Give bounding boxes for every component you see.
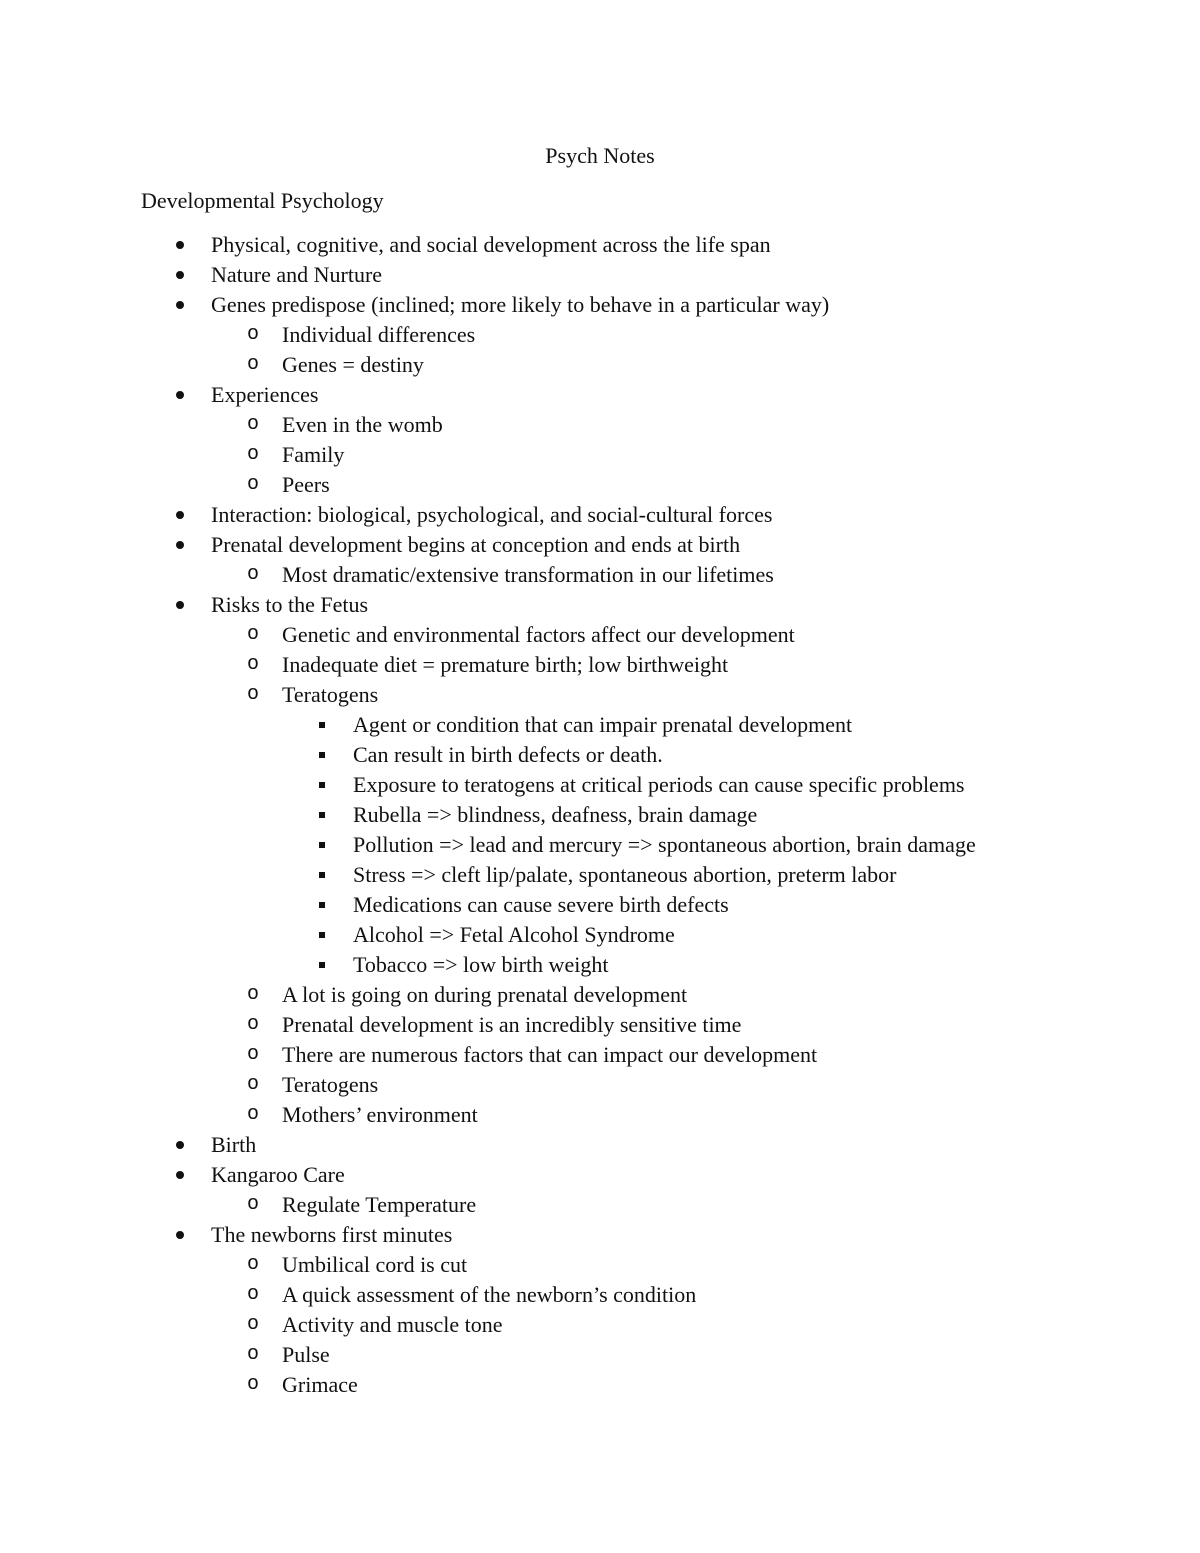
bullet-circle-icon	[247, 1100, 267, 1130]
bullet-circle-icon	[247, 410, 267, 440]
list-item-text: Experiences	[211, 382, 319, 407]
list-item	[0, 650, 1200, 680]
bullet-square-icon	[318, 770, 330, 800]
bullet-circle-icon	[247, 470, 267, 500]
bullet-dot-icon	[175, 500, 187, 530]
list-item	[0, 380, 1200, 410]
bullet-circle-icon	[247, 320, 267, 350]
bullet-square-icon	[318, 740, 330, 770]
bullet-circle-icon	[247, 650, 267, 680]
list-item	[0, 1010, 1200, 1040]
bullet-dot-icon	[175, 590, 187, 620]
list-item-text: Alcohol => Fetal Alcohol Syndrome	[353, 922, 675, 947]
list-item	[0, 1100, 1200, 1130]
list-item-text: Prenatal development begins at conception and ends at birth	[211, 532, 741, 557]
bullet-square-icon	[318, 710, 330, 740]
list-item	[0, 830, 1200, 860]
bullet-circle-icon	[247, 560, 267, 590]
bullet-outline	[0, 230, 1200, 1400]
list-item-text: Rubella => blindness, deafness, brain damage	[353, 802, 758, 827]
list-item-text: A quick assessment of the newborn’s condition	[282, 1282, 697, 1307]
list-item	[0, 1130, 1200, 1160]
list-item	[0, 980, 1200, 1010]
document-title: Psych Notes	[545, 143, 655, 168]
bullet-square-icon	[318, 830, 330, 860]
bullet-dot-icon	[175, 1220, 187, 1250]
list-item-text: Even in the womb	[282, 412, 443, 437]
list-item	[0, 1370, 1200, 1400]
list-item	[0, 560, 1200, 590]
list-item	[0, 740, 1200, 770]
bullet-square-icon	[318, 800, 330, 830]
list-item-text: A lot is going on during prenatal development	[282, 982, 688, 1007]
section-heading: Developmental Psychology	[141, 188, 384, 213]
bullet-dot-icon	[175, 260, 187, 290]
list-item-text: The newborns first minutes	[211, 1222, 453, 1247]
list-item-text: Teratogens	[282, 1072, 379, 1097]
list-item-text: Kangaroo Care	[211, 1162, 345, 1187]
list-item-text: Birth	[211, 1132, 257, 1157]
list-item	[0, 1070, 1200, 1100]
list-item-text: Umbilical cord is cut	[282, 1252, 468, 1277]
list-item	[0, 530, 1200, 560]
list-item-text: Mothers’ environment	[282, 1102, 478, 1127]
list-item	[0, 890, 1200, 920]
list-item	[0, 680, 1200, 710]
list-item-text: Grimace	[282, 1372, 358, 1397]
bullet-circle-icon	[247, 1280, 267, 1310]
list-item	[0, 1340, 1200, 1370]
list-item	[0, 920, 1200, 950]
bullet-square-icon	[318, 920, 330, 950]
bullet-dot-icon	[175, 1160, 187, 1190]
list-item-text: Teratogens	[282, 682, 379, 707]
bullet-circle-icon	[247, 440, 267, 470]
list-item	[0, 410, 1200, 440]
list-item-text: Agent or condition that can impair prenatal development	[353, 712, 853, 737]
list-item	[0, 290, 1200, 320]
list-item	[0, 440, 1200, 470]
list-item-text: Exposure to teratogens at critical periods can cause specific problems	[353, 772, 965, 797]
list-item	[0, 800, 1200, 830]
list-item-text: Genetic and environmental factors affect our development	[282, 622, 795, 647]
bullet-circle-icon	[247, 1010, 267, 1040]
list-item	[0, 620, 1200, 650]
list-item-text: Stress => cleft lip/palate, spontaneous abortion, preterm labor	[353, 862, 897, 887]
list-item-text: Genes = destiny	[282, 352, 424, 377]
list-item-text: Most dramatic/extensive transformation in our lifetimes	[282, 562, 774, 587]
list-item-text: Nature and Nurture	[211, 262, 383, 287]
list-item	[0, 1190, 1200, 1220]
list-item-text: Physical, cognitive, and social development across the life span	[211, 232, 771, 257]
bullet-dot-icon	[175, 1130, 187, 1160]
list-item-text: Inadequate diet = premature birth; low birthweight	[282, 652, 729, 677]
bullet-circle-icon	[247, 1310, 267, 1340]
list-item	[0, 470, 1200, 500]
list-item	[0, 320, 1200, 350]
list-item	[0, 1160, 1200, 1190]
bullet-square-icon	[318, 860, 330, 890]
list-item	[0, 1280, 1200, 1310]
list-item	[0, 950, 1200, 980]
list-item	[0, 1220, 1200, 1250]
list-item	[0, 770, 1200, 800]
bullet-circle-icon	[247, 680, 267, 710]
bullet-circle-icon	[247, 1070, 267, 1100]
list-item-text: Pollution => lead and mercury => spontaneous abortion, brain damage	[353, 832, 976, 857]
list-item-text: Tobacco => low birth weight	[353, 952, 609, 977]
list-item-text: Peers	[282, 472, 330, 497]
bullet-circle-icon	[247, 980, 267, 1010]
list-item-text: Individual differences	[282, 322, 476, 347]
list-item	[0, 230, 1200, 260]
list-item	[0, 710, 1200, 740]
bullet-dot-icon	[175, 530, 187, 560]
list-item	[0, 500, 1200, 530]
list-item	[0, 860, 1200, 890]
list-item-text: Regulate Temperature	[282, 1192, 477, 1217]
list-item-text: Risks to the Fetus	[211, 592, 369, 617]
bullet-circle-icon	[247, 1340, 267, 1370]
bullet-circle-icon	[247, 1370, 267, 1400]
bullet-circle-icon	[247, 1250, 267, 1280]
bullet-square-icon	[318, 950, 330, 980]
list-item-text: Family	[282, 442, 345, 467]
bullet-dot-icon	[175, 380, 187, 410]
list-item-text: There are numerous factors that can impact our development	[282, 1042, 818, 1067]
list-item	[0, 260, 1200, 290]
list-item	[0, 1040, 1200, 1070]
list-item-text: Genes predispose (inclined; more likely to behave in a particular way)	[211, 292, 830, 317]
list-item	[0, 1250, 1200, 1280]
bullet-dot-icon	[175, 290, 187, 320]
list-item	[0, 590, 1200, 620]
bullet-circle-icon	[247, 1040, 267, 1070]
list-item	[0, 1310, 1200, 1340]
list-item-text: Prenatal development is an incredibly sensitive time	[282, 1012, 742, 1037]
list-item-text: Activity and muscle tone	[282, 1312, 503, 1337]
bullet-circle-icon	[247, 350, 267, 380]
bullet-circle-icon	[247, 1190, 267, 1220]
list-item-text: Medications can cause severe birth defects	[353, 892, 729, 917]
bullet-square-icon	[318, 890, 330, 920]
list-item-text: Pulse	[282, 1342, 330, 1367]
list-item	[0, 350, 1200, 380]
bullet-dot-icon	[175, 230, 187, 260]
list-item-text: Interaction: biological, psychological, and social-cultural forces	[211, 502, 773, 527]
list-item-text: Can result in birth defects or death.	[353, 742, 663, 767]
bullet-circle-icon	[247, 620, 267, 650]
